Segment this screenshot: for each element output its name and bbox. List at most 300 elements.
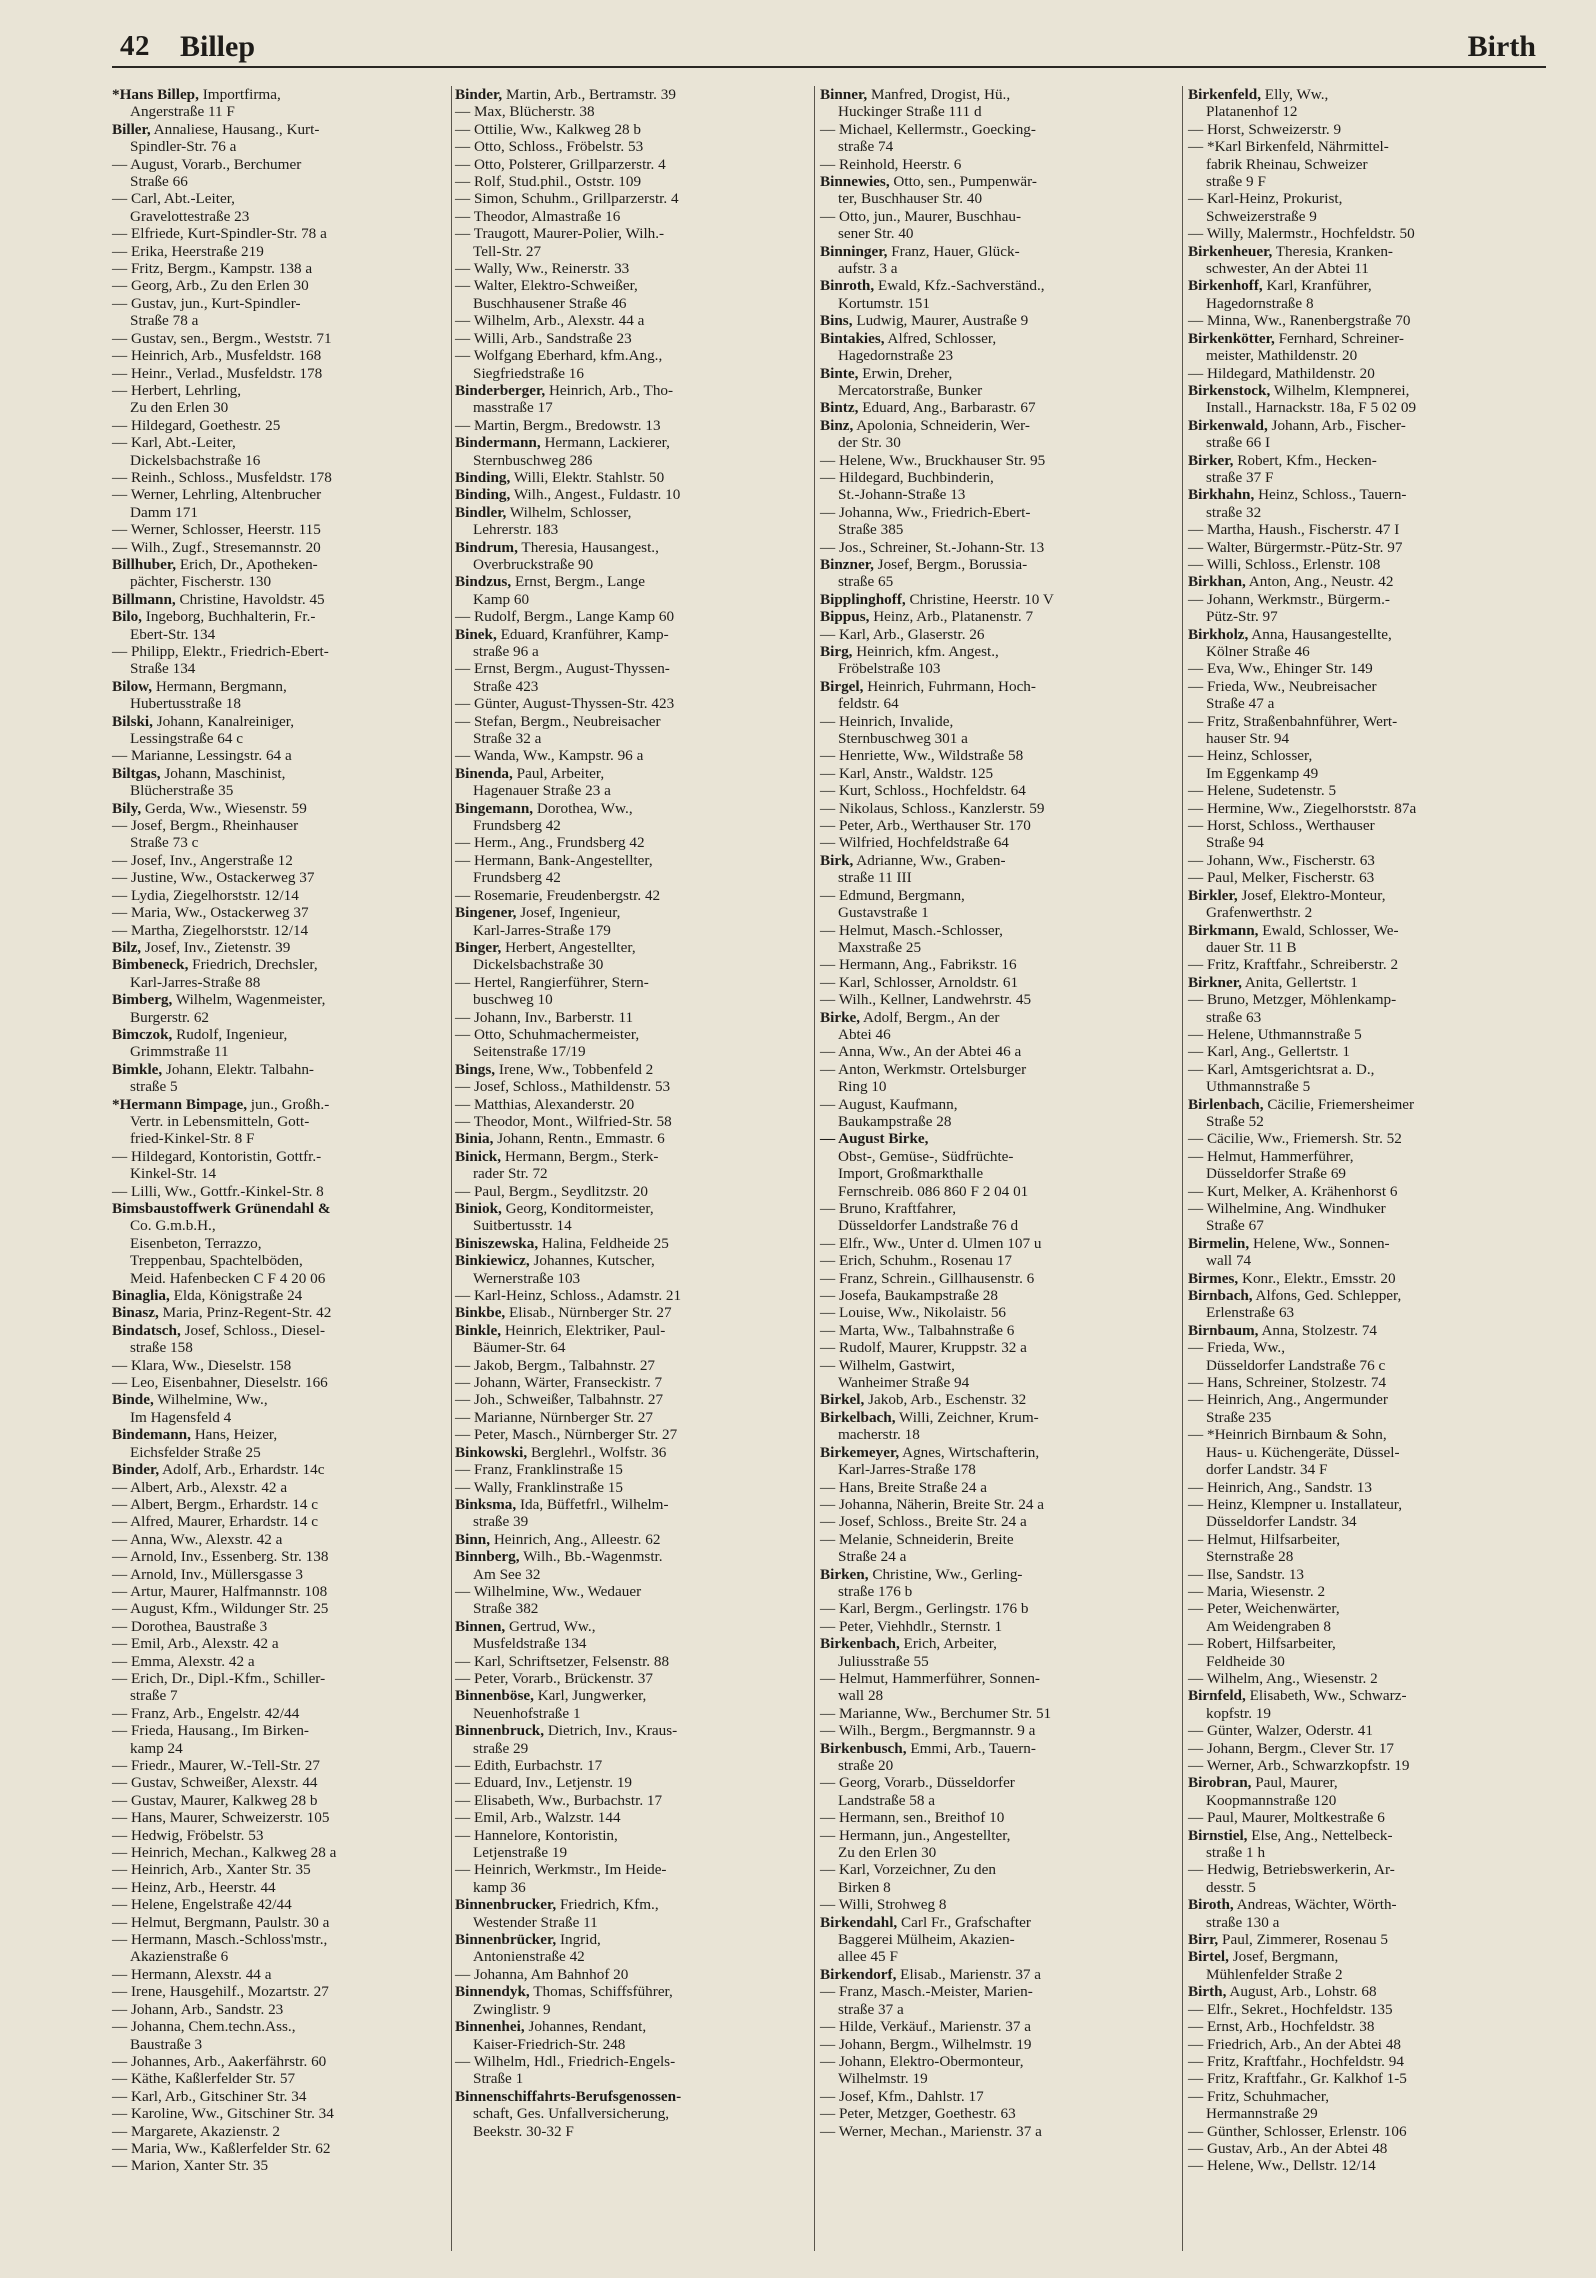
directory-entry: [112, 2001, 464, 2018]
directory-entry: [455, 504, 807, 539]
entry-surname: Birkholz,: [1188, 625, 1249, 643]
entry-details: Josef, Inv., Zietenstr. 39: [141, 938, 291, 956]
directory-entry: [455, 1618, 807, 1653]
entry-details: Dietrich, Inv., Kraus- straße 29: [473, 1722, 678, 1757]
directory-entry: [820, 765, 1172, 782]
directory-entry: [455, 1548, 807, 1583]
entry-details: Rudolf, Ingenieur, Grimmstraße 11: [130, 1025, 288, 1061]
entry-details: — Heinz, Klempner u. Installateur, Düsseldorfer Landstr. 34: [1188, 1495, 1403, 1531]
entry-details: — Kurt, Melker, A. Krähenhorst 6: [1188, 1182, 1398, 1200]
directory-entry: [1188, 486, 1540, 521]
directory-entry: [1188, 747, 1540, 782]
column-4: [1188, 86, 1540, 2175]
directory-entry: [455, 1391, 807, 1408]
entry-details: — Johann, Inv., Barberstr. 11: [455, 1008, 634, 1026]
directory-entry: [820, 1670, 1172, 1705]
entry-details: — Johann, Elektro-Obermonteur, Wilhelmstr. 19: [820, 2052, 1024, 2088]
directory-entry: [112, 295, 464, 330]
entry-details: — Gustav, jun., Kurt-Spindler- Straße 78 a: [112, 294, 301, 330]
entry-details: — Hermann, sen., Breithof 10: [820, 1809, 1005, 1827]
directory-entry: [455, 1496, 807, 1531]
entry-surname: Birkner,: [1188, 973, 1242, 991]
directory-entry: [455, 1896, 807, 1931]
entry-details: — Ernst, Bergm., August-Thyssen- Straße 423: [455, 660, 670, 695]
directory-entry: [820, 922, 1172, 957]
entry-details: Ida, Büffetfrl., Wilhelm- straße 39: [473, 1495, 669, 1531]
directory-entry: [820, 626, 1172, 643]
entry-details: — Josef, Kfm., Dahlstr. 17: [820, 2087, 984, 2105]
entry-details: Johannes, Rendant, Kaiser-Friedrich-Str. 248: [473, 2018, 647, 2053]
entry-details: — Kurt, Schloss., Hochfeldstr. 64: [820, 782, 1026, 800]
entry-details: — Fritz, Bergm., Kampstr. 138 a: [112, 260, 313, 278]
directory-entry: [455, 1357, 807, 1374]
entry-surname: Binde,: [112, 1391, 154, 1409]
entry-details: — *Karl Birkenfeld, Nährmittel- fabrik Rheinau, Schweizer straße 9 F: [1188, 138, 1389, 191]
directory-entry: [1188, 660, 1540, 677]
directory-entry: [820, 330, 1172, 365]
left-keyword: Billep: [180, 30, 256, 63]
directory-entry: [820, 2105, 1172, 2122]
directory-entry: [112, 521, 464, 538]
entry-details: Heinz, Arb., Platanenstr. 7: [869, 608, 1034, 626]
entry-details: Adrianne, Ww., Graben- straße 11 III: [838, 851, 1006, 887]
directory-entry: [112, 1026, 464, 1061]
entry-details: Thomas, Schiffsführer, Zwinglistr. 9: [473, 1983, 673, 2018]
directory-entry: [1188, 1670, 1540, 1687]
entry-details: — Peter, Vorarb., Brückenstr. 37: [455, 1669, 653, 1687]
entry-details: Paul, Arbeiter, Hagenauer Straße 23 a: [473, 764, 611, 800]
directory-entry: [455, 1009, 807, 1026]
entry-details: — Karl-Heinz, Schloss., Adamstr. 21: [455, 1287, 682, 1305]
directory-entry: [112, 277, 464, 294]
directory-entry: [455, 800, 807, 835]
entry-details: Ewald, Kfz.-Sachverständ., Kortumstr. 151: [838, 277, 1045, 312]
directory-entry: [1188, 1148, 1540, 1183]
entry-surname: Bimbeneck,: [112, 956, 189, 974]
entry-details: — Lydia, Ziegelhorststr. 12/14: [112, 886, 299, 904]
directory-entry: [455, 1026, 807, 1061]
entry-surname: Binasz,: [112, 1304, 159, 1322]
entry-details: Robert, Kfm., Hecken- straße 37 F: [1206, 451, 1377, 486]
directory-entry: [455, 1757, 807, 1774]
entry-details: — Josef, Inv., Angerstraße 12: [112, 851, 293, 869]
entry-surname: Binkbe,: [455, 1304, 506, 1322]
directory-entry: [455, 1130, 807, 1147]
directory-entry: [1188, 1322, 1540, 1339]
entry-details: — Anton, Werkmstr. Ortelsburger Ring 10: [820, 1060, 1027, 1096]
entry-details: — Wally, Ww., Reinerstr. 33: [455, 260, 630, 278]
entry-details: — Irene, Hausgehilf., Mozartstr. 27: [112, 1983, 329, 2001]
directory-entry: [455, 312, 807, 329]
entry-details: — Wanda, Ww., Kampstr. 96 a: [455, 747, 644, 765]
entry-details: — Helmut, Bergmann, Paulstr. 30 a: [112, 1913, 330, 1931]
entry-details: — Theodor, Mont., Wilfried-Str. 58: [455, 1112, 672, 1130]
directory-entry: [1188, 1757, 1540, 1774]
directory-entry: [112, 643, 464, 678]
directory-entry: [820, 1861, 1172, 1896]
directory-entry: [820, 243, 1172, 278]
entry-details: — Otto, Polsterer, Grillparzerstr. 4: [455, 155, 666, 173]
entry-surname: Binnenbrucker,: [455, 1896, 557, 1914]
directory-entry: [112, 1061, 464, 1096]
entry-surname: Binzner,: [820, 555, 874, 573]
directory-entry: [455, 103, 807, 120]
directory-entry: [1188, 713, 1540, 748]
directory-entry: [1188, 1061, 1540, 1096]
entry-details: — Heinrich, Arb., Musfeldstr. 168: [112, 347, 322, 365]
entry-details: — Fritz, Schuhmacher, Hermannstraße 29: [1188, 2087, 1330, 2123]
entry-details: — Marianne, Lessingstr. 64 a: [112, 747, 292, 765]
entry-details: Hermann, Bergm., Sterk- rader Str. 72: [473, 1147, 659, 1183]
entry-surname: Bindler,: [455, 503, 507, 521]
entry-details: — Hans, Maurer, Schweizerstr. 105: [112, 1809, 330, 1827]
directory-entry: [1188, 452, 1540, 487]
directory-entry: [1188, 1130, 1540, 1147]
directory-entry: [112, 2157, 464, 2174]
column-1: [112, 86, 464, 2175]
directory-entry: [820, 1061, 1172, 1096]
entry-details: — Johann, Wärter, Franseckistr. 7: [455, 1374, 663, 1392]
entry-details: — Hilde, Verkäuf., Marienstr. 37 a: [820, 2018, 1032, 2036]
entry-details: — Heinrich, Mechan., Kalkweg 28 a: [112, 1844, 337, 1862]
directory-entry: [112, 1966, 464, 1983]
directory-entry: [455, 608, 807, 625]
entry-details: Adolf, Arb., Erhardstr. 14c: [159, 1461, 325, 1479]
entry-details: Adolf, Bergm., An der Abtei 46: [838, 1008, 1000, 1043]
entry-details: — Walter, Bürgermstr.-Pütz-Str. 97: [1188, 538, 1403, 556]
entry-details: — Helmut, Masch.-Schlosser, Maxstraße 25: [820, 921, 1003, 956]
entry-details: — Helene, Ww., Bruckhauser Str. 95: [820, 451, 1046, 469]
directory-entry: [455, 1966, 807, 1983]
entry-details: — Heinz, Schlosser, Im Eggenkamp 49: [1188, 747, 1319, 782]
entry-details: — Hermann, jun., Angestellter, Zu den Erlen 30: [820, 1826, 1011, 1862]
entry-details: — Karl, Amtsgerichtsrat a. D., Uthmannstraße 5: [1188, 1060, 1375, 1096]
entry-details: — Reinhold, Heerstr. 6: [820, 155, 962, 173]
entry-details: — Horst, Schloss., Werthauser Straße 94: [1188, 817, 1375, 852]
entry-details: — Hans, Breite Straße 24 a: [820, 1478, 988, 1496]
entry-details: — Otto, jun., Maurer, Buschhau- sener Str. 40: [820, 207, 1022, 243]
directory-entry: [455, 1252, 807, 1287]
entry-surname: Bintakies,: [820, 329, 885, 347]
entry-details: — Paul, Bergm., Seydlitzstr. 20: [455, 1182, 648, 1200]
entry-details: Co. G.m.b.H., Eisenbeton, Terrazzo, Treppenbau, Spachtelböden, Meid. Hafenbecken C F 4 20 06: [130, 1217, 326, 1287]
directory-entry: [112, 86, 464, 121]
entry-details: — Karl, Anstr., Waldstr. 125: [820, 764, 994, 782]
directory-entry: [1188, 1235, 1540, 1270]
directory-entry: [820, 1304, 1172, 1321]
directory-entry: [1188, 887, 1540, 922]
directory-entry: [112, 1844, 464, 1861]
entry-details: — Anna, Ww., An der Abtei 46 a: [820, 1043, 1022, 1061]
entry-details: — Helmut, Hilfsarbeiter, Sternstraße 28: [1188, 1530, 1341, 1566]
directory-entry: [455, 190, 807, 207]
entry-details: — Herbert, Lehrling, Zu den Erlen 30: [112, 381, 242, 417]
directory-entry: [1188, 1531, 1540, 1566]
directory-entry: [112, 817, 464, 852]
entry-surname: Birmelin,: [1188, 1234, 1250, 1252]
entry-surname: Birkendahl,: [820, 1913, 898, 1931]
directory-entry: [112, 591, 464, 608]
entry-details: — Josef, Schloss., Mathildenstr. 53: [455, 1078, 671, 1096]
entry-surname: Bindatsch,: [112, 1321, 181, 1339]
directory-entry: [112, 486, 464, 521]
entry-details: — Hermann, Ang., Fabrikstr. 16: [820, 956, 1017, 974]
entry-surname: Binnenbruck,: [455, 1722, 545, 1740]
entry-surname: Birnbaum,: [1188, 1321, 1259, 1339]
directory-entry: [820, 1043, 1172, 1060]
directory-entry: [112, 382, 464, 417]
directory-entry: [820, 713, 1172, 748]
directory-entry: [820, 591, 1172, 608]
entry-details: — Otto, Schuhmachermeister, Seitenstraße 17/19: [455, 1025, 640, 1061]
entry-details: — Edith, Eurbachstr. 17: [455, 1757, 603, 1774]
entry-details: — Erich, Dr., Dipl.-Kfm., Schiller- straße 7: [112, 1669, 326, 1705]
directory-entry: [112, 1809, 464, 1826]
entry-surname: Bimberg,: [112, 991, 173, 1009]
directory-entry: [455, 347, 807, 382]
directory-entry: [112, 1653, 464, 1670]
entry-details: — Elfr., Ww., Unter d. Ulmen 107 u: [820, 1234, 1042, 1252]
entry-details: — Elisabeth, Ww., Burbachstr. 17: [455, 1791, 663, 1809]
entry-surname: Bindrum,: [455, 538, 518, 556]
directory-entry: [455, 1809, 807, 1826]
entry-details: Eduard, Kranführer, Kamp- straße 96 a: [473, 625, 669, 660]
entry-details: Franz, Hauer, Glück- aufstr. 3 a: [838, 242, 1020, 278]
entry-details: — Elfr., Sekret., Hochfeldstr. 135: [1188, 2000, 1393, 2018]
directory-entry: [820, 1809, 1172, 1826]
directory-entry: [820, 312, 1172, 329]
entry-details: Konr., Elektr., Emsstr. 20: [1238, 1269, 1396, 1287]
directory-entry: [1188, 1287, 1540, 1322]
entry-surname: Birkemeyer,: [820, 1443, 900, 1461]
entry-surname: Binkle,: [455, 1321, 502, 1339]
directory-entry: [112, 1670, 464, 1705]
entry-details: — Eva, Ww., Ehinger Str. 149: [1188, 660, 1373, 678]
entry-surname: Birnbach,: [1188, 1287, 1253, 1305]
entry-details: — Werner, Arb., Schwarzkopfstr. 19: [1188, 1757, 1410, 1774]
directory-entry: [112, 1774, 464, 1791]
entry-details: — Arnold, Inv., Essenberg. Str. 138: [112, 1548, 329, 1566]
directory-entry: [1188, 2140, 1540, 2157]
directory-entry: [455, 834, 807, 851]
directory-entry: [455, 434, 807, 469]
entry-details: — Louise, Ww., Nikolaistr. 56: [820, 1304, 1007, 1322]
directory-entry: [1188, 86, 1540, 121]
entry-details: — Ernst, Arb., Hochfeldstr. 38: [1188, 2018, 1375, 2036]
directory-entry: [820, 1914, 1172, 1966]
entry-details: — Paul, Melker, Fischerstr. 63: [1188, 869, 1375, 887]
entry-details: — Wilhelm, Arb., Alexstr. 44 a: [455, 312, 645, 330]
entry-details: Ingeborg, Buchhalterin, Fr.- Ebert-Str. 134: [130, 608, 316, 643]
directory-entry: [455, 573, 807, 608]
entry-details: Otto, sen., Pumpenwär- ter, Buschhauser Str. 40: [838, 173, 1037, 208]
directory-entry: [455, 1583, 807, 1618]
directory-entry: [1188, 1026, 1540, 1043]
entry-details: — Wilhelm, Ang., Wiesenstr. 2: [1188, 1669, 1378, 1687]
entry-surname: Birkenbusch,: [820, 1739, 907, 1757]
entry-details: Elly, Ww., Platanenhof 12: [1206, 86, 1329, 121]
entry-surname: Billhuber,: [112, 555, 177, 573]
entry-details: Willi, Zeichner, Krum- macherstr. 18: [838, 1408, 1039, 1444]
entry-details: — Peter, Masch., Nürnberger Str. 27: [455, 1426, 678, 1444]
entry-details: Wilh., Angest., Fuldastr. 10: [510, 486, 681, 504]
directory-entry: [455, 695, 807, 712]
directory-entry: [1188, 2053, 1540, 2070]
directory-entry: [112, 678, 464, 713]
entry-surname: — August Birke,: [820, 1130, 929, 1148]
directory-entry: [455, 1722, 807, 1757]
directory-entry: [455, 939, 807, 974]
entry-surname: Binksma,: [455, 1495, 517, 1513]
directory-entry: [820, 556, 1172, 591]
entry-details: — Hermann, Alexstr. 44 a: [112, 1965, 272, 1983]
entry-details: — August, Kaufmann, Baukampstraße 28: [820, 1095, 958, 1130]
entry-details: — Jos., Schreiner, St.-Johann-Str. 13: [820, 538, 1045, 556]
entry-details: Johannes, Kutscher, Wernerstraße 103: [473, 1252, 655, 1287]
directory-entry: [820, 1774, 1172, 1809]
entry-surname: Binz,: [820, 416, 854, 434]
entry-details: Obst-, Gemüse-, Südfrüchte- Import, Großmarkthalle Fernschreib. 086 860 F 2 04 01: [838, 1147, 1029, 1200]
directory-entry: [1188, 312, 1540, 329]
directory-entry: [820, 1600, 1172, 1617]
directory-entry: [112, 852, 464, 869]
entry-details: — Fritz, Kraftfahr., Gr. Kalkhof 1-5: [1188, 2070, 1407, 2088]
entry-details: — Fritz, Straßenbahnführer, Wert- hauser Str. 94: [1188, 712, 1398, 748]
directory-entry: [1188, 365, 1540, 382]
directory-entry: [455, 1200, 807, 1235]
entry-details: Theresia, Kranken- schwester, An der Abtei 11: [1206, 242, 1393, 278]
directory-entry: [455, 713, 807, 748]
entry-details: — Johann, Ww., Fischerstr. 63: [1188, 851, 1375, 869]
directory-entry: [455, 382, 807, 417]
entry-details: — Werner, Schlosser, Heerstr. 115: [112, 521, 321, 539]
entry-surname: Birkhahn,: [1188, 486, 1255, 504]
entry-details: — Hildegard, Kontoristin, Gottfr.- Kinkel-Str. 14: [112, 1147, 322, 1183]
entry-details: — Willi, Arb., Sandstraße 23: [455, 329, 632, 347]
directory-entry: [820, 365, 1172, 400]
entry-details: — Rolf, Stud.phil., Oststr. 109: [455, 173, 642, 191]
directory-entry: [112, 1600, 464, 1617]
directory-entry: [455, 1374, 807, 1391]
entry-details: Heinrich, Arb., Tho- masstraße 17: [473, 381, 674, 417]
directory-entry: [1188, 817, 1540, 852]
directory-entry: [1188, 1200, 1540, 1235]
directory-entry: [820, 1391, 1172, 1408]
entry-details: — Werner, Mechan., Marienstr. 37 a: [820, 2122, 1042, 2140]
entry-surname: Binnen,: [455, 1617, 506, 1635]
directory-entry: [820, 1252, 1172, 1269]
entry-details: — Hildegard, Mathildenstr. 20: [1188, 364, 1375, 382]
entry-surname: Birmes,: [1188, 1269, 1239, 1287]
entry-surname: Bily,: [112, 799, 142, 817]
directory-entry: [112, 1705, 464, 1722]
entry-details: — Johann, Werkmstr., Bürgerm.- Pütz-Str. 97: [1188, 590, 1390, 626]
entry-surname: Binnenschiffahrts-Berufsgenossen-: [455, 2087, 682, 2105]
entry-surname: Bindzus,: [455, 573, 512, 591]
directory-entry: [455, 1444, 807, 1461]
entry-surname: Binder,: [455, 86, 503, 103]
directory-entry: [1188, 1270, 1540, 1287]
entry-details: — Karl, Ang., Gellertstr. 1: [1188, 1043, 1350, 1061]
entry-surname: Bingemann,: [455, 799, 534, 817]
directory-entry: [1188, 1566, 1540, 1583]
directory-entry: [1188, 573, 1540, 590]
directory-entry: [1188, 1896, 1540, 1931]
entry-details: Johann, Elektr. Talbahn- straße 5: [130, 1060, 314, 1096]
directory-entry: [1188, 1722, 1540, 1739]
entry-details: — Martin, Bergm., Bredowstr. 13: [455, 416, 661, 434]
entry-details: — Wolfgang Eberhard, kfm.Ang., Siegfriedstraße 16: [455, 347, 663, 382]
directory-entry: [455, 486, 807, 503]
directory-entry: [820, 782, 1172, 799]
entry-surname: Bippus,: [820, 608, 870, 626]
entry-surname: Birkler,: [1188, 886, 1238, 904]
directory-entry: [112, 1983, 464, 2000]
entry-details: — Fritz, Kraftfahr., Schreiberstr. 2: [1188, 956, 1399, 974]
entry-details: — Maria, Ww., Ostackerweg 37: [112, 904, 309, 922]
entry-details: — Hedwig, Betriebswerkerin, Ar- desstr. 5: [1188, 1861, 1395, 1896]
entry-details: — Ilse, Sandstr. 13: [1188, 1565, 1305, 1583]
entry-details: — Franz, Franklinstraße 15: [455, 1461, 623, 1479]
entry-surname: Biroth,: [1188, 1896, 1234, 1914]
directory-entry: [112, 1461, 464, 1478]
directory-entry: [112, 347, 464, 364]
entry-details: — Cäcilie, Ww., Friemersh. Str. 52: [1188, 1130, 1402, 1148]
directory-entry: [1188, 1600, 1540, 1635]
entry-details: Christine, Havoldstr. 45: [175, 590, 325, 608]
entry-details: — Franz, Arb., Engelstr. 42/44: [112, 1704, 300, 1722]
directory-entry: [820, 1531, 1172, 1566]
entry-details: — Karl, Abt.-Leiter, Dickelsbachstraße 16: [112, 434, 261, 469]
entry-details: — Ottilie, Ww., Kalkweg 28 b: [455, 120, 642, 138]
directory-entry: [455, 1931, 807, 1966]
directory-entry: [1188, 417, 1540, 452]
directory-entry: [820, 86, 1172, 121]
directory-entry: [1188, 539, 1540, 556]
entry-details: — Klara, Ww., Dieselstr. 158: [112, 1356, 292, 1374]
entry-details: — Fritz, Kraftfahr., Hochfeldstr. 94: [1188, 2052, 1404, 2070]
entry-details: Heinz, Schloss., Tauern- straße 32: [1206, 486, 1407, 521]
entry-surname: Bilz,: [112, 938, 142, 956]
directory-entry: [112, 2070, 464, 2087]
directory-entry: [455, 1774, 807, 1791]
directory-entry: [820, 121, 1172, 156]
entry-surname: *Hans Billep,: [112, 86, 199, 103]
entry-details: — Karl, Vorzeichner, Zu den Birken 8: [820, 1861, 996, 1896]
entry-details: Heinrich, kfm. Angest., Fröbelstraße 103: [838, 643, 999, 678]
directory-entry: [112, 1357, 464, 1374]
entry-surname: Biltgas,: [112, 764, 161, 782]
directory-entry: [112, 1931, 464, 1966]
entry-details: — Käthe, Kaßlerfelder Str. 57: [112, 2070, 296, 2088]
directory-entry: [1188, 2001, 1540, 2018]
entry-details: Karl, Jungwerker, Neuenhofstraße 1: [473, 1687, 647, 1722]
directory-entry: [1188, 1948, 1540, 1983]
directory-entry: [455, 626, 807, 661]
entry-surname: Binnenböse,: [455, 1687, 534, 1705]
entry-details: Alfred, Schlosser, Hagedornstraße 23: [838, 329, 997, 365]
entry-details: — Heinrich, Invalide, Sternbuschweg 301 a: [820, 712, 968, 748]
directory-entry: [455, 1670, 807, 1687]
entry-details: — Heinr., Verlad., Musfeldstr. 178: [112, 364, 323, 382]
directory-entry: [1188, 2157, 1540, 2174]
entry-details: — Horst, Schweizerstr. 9: [1188, 120, 1342, 138]
directory-entry: [455, 2053, 807, 2088]
entry-surname: Binderberger,: [455, 381, 546, 399]
directory-entry: [820, 817, 1172, 834]
directory-entry: [455, 1096, 807, 1113]
directory-entry: [112, 2140, 464, 2157]
